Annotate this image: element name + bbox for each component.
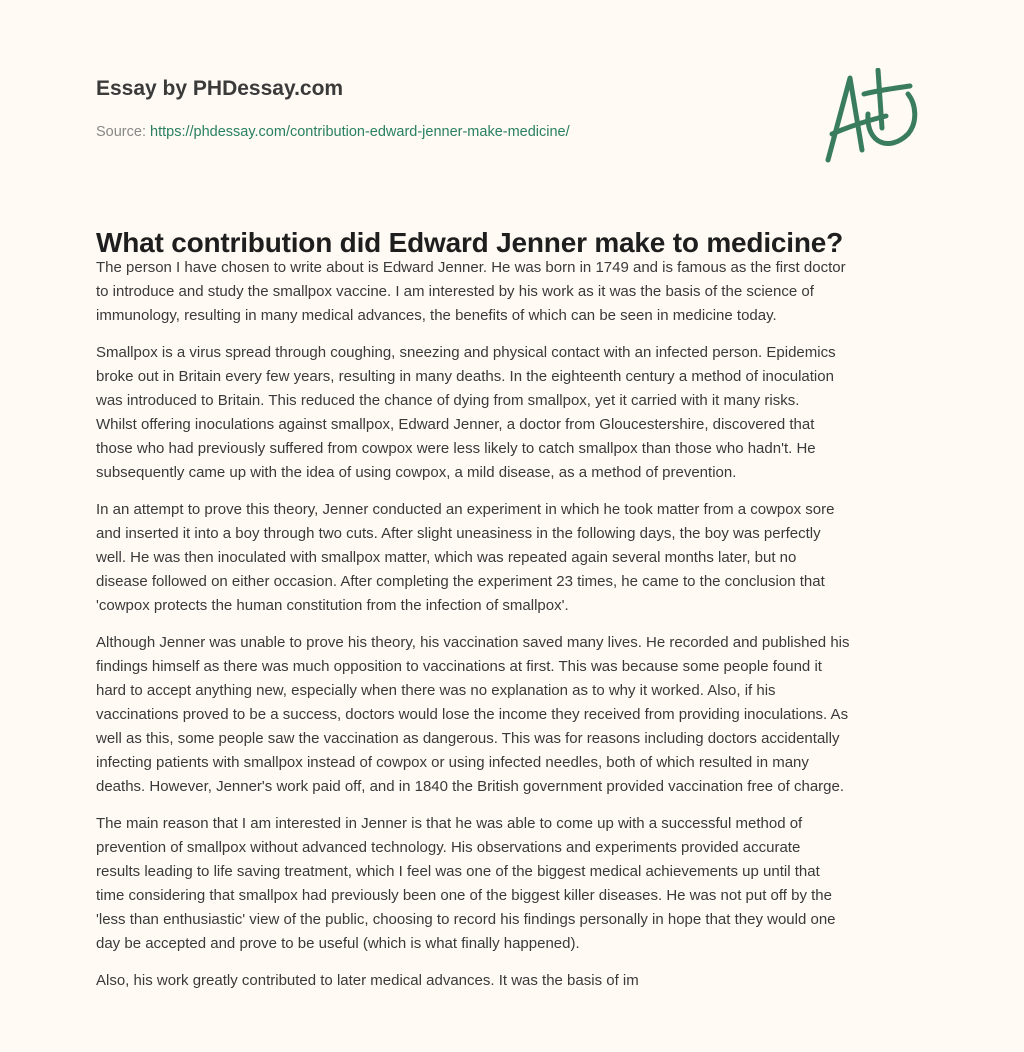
paragraph-line: prevention of smallpox without advanced technology. His observations and experiments provided accurate	[96, 839, 801, 856]
paragraph-line: and inserted it into a boy through two cuts. After slight uneasiness in the following days, the boy was perfectly	[96, 525, 821, 542]
source-label: Source:	[96, 124, 146, 140]
paragraph-line: vaccinations proved to be a success, doctors would lose the income they received from providing inoculations. As	[96, 706, 849, 723]
paragraph-line: infecting patients with smallpox instead of cowpox or using infected needles, both of which resulted in many	[96, 754, 809, 771]
paragraph-line: The person I have chosen to write about is Edward Jenner. He was born in 1749 and is famous as the first doctor	[96, 259, 846, 276]
paragraph-line: deaths. However, Jenner's work paid off, and in 1840 the British government provided vaccination free of charge.	[96, 778, 845, 795]
paragraph-line: hard to accept anything new, especially when there was no explanation as to why it worked. Also, if his	[96, 682, 776, 699]
essay-paragraph	[96, 969, 946, 993]
paragraph-line: 'cowpox protects the human constitution from the infection of smallpox'.	[96, 597, 569, 614]
paragraph-line: Whilst offering inoculations against smallpox, Edward Jenner, a doctor from Gloucestershire, discovered that	[96, 416, 815, 433]
essay-paragraph	[96, 498, 946, 618]
paragraph-line: broke out in Britain every few years, resulting in many deaths. In the eighteenth century a method of inoculation	[96, 368, 834, 385]
paragraph-line: In an attempt to prove this theory, Jenner conducted an experiment in which he took matter from a cowpox sore	[96, 501, 835, 518]
paragraph-line: well. He was then inoculated with smallpox matter, which was repeated again several months later, but no	[96, 549, 797, 566]
essay-paragraph	[96, 812, 946, 956]
essay-body	[96, 256, 946, 1006]
essay-paragraph	[96, 341, 946, 485]
essay-title: What contribution did Edward Jenner make to medicine?	[96, 227, 844, 258]
source-link[interactable]: https://phdessay.com/contribution-edward-jenner-make-medicine/	[150, 124, 570, 140]
paragraph-line: subsequently came up with the idea of using cowpox, a mild disease, as a method of prevention.	[96, 464, 737, 481]
paragraph-line: Also, his work greatly contributed to later medical advances. It was the basis of im	[96, 972, 639, 989]
paragraph-line: those who had previously suffered from cowpox were less likely to catch smallpox than those who hadn't. He	[96, 440, 816, 457]
paragraph-line: well as this, some people saw the vaccination as dangerous. This was for reasons including doctors accidentally	[96, 730, 840, 747]
paragraph-line: immunology, resulting in many medical advances, the benefits of which can be seen in medicine today.	[96, 307, 777, 324]
paragraph-line: Although Jenner was unable to prove his theory, his vaccination saved many lives. He recorded and published his	[96, 634, 850, 651]
paragraph-line: disease followed on either occasion. After completing the experiment 23 times, he came to the conclusion that	[96, 573, 825, 590]
paragraph-line: 'less than enthusiastic' view of the public, choosing to record his findings personally in hope that they would one	[96, 911, 836, 928]
paragraph-line: to introduce and study the smallpox vaccine. I am interested by his work as it was the basis of the science of	[96, 283, 814, 300]
essay-paragraph	[96, 256, 946, 328]
essay-paragraph	[96, 631, 946, 799]
paragraph-line: results leading to life saving treatment, which I feel was one of the biggest medical achievements up until that	[96, 863, 820, 880]
a-plus-logo-icon	[820, 68, 930, 168]
paragraph-line: day be accepted and prove to be useful (which is what finally happened).	[96, 935, 580, 952]
paragraph-line: was introduced to Britain. This reduced the chance of dying from smallpox, yet it carried with it many risks.	[96, 392, 800, 409]
paragraph-line: Smallpox is a virus spread through coughing, sneezing and physical contact with an infected person. Epidemics	[96, 344, 836, 361]
paragraph-line: findings himself as there was much opposition to vaccinations at first. This was because some people found it	[96, 658, 822, 675]
paragraph-line: The main reason that I am interested in Jenner is that he was able to come up with a successful method of	[96, 815, 803, 832]
paragraph-line: time considering that smallpox had previously been one of the biggest killer diseases. He was not put off by the	[96, 887, 832, 904]
source-line	[96, 124, 570, 140]
site-brand: Essay by PHDessay.com	[96, 77, 344, 100]
